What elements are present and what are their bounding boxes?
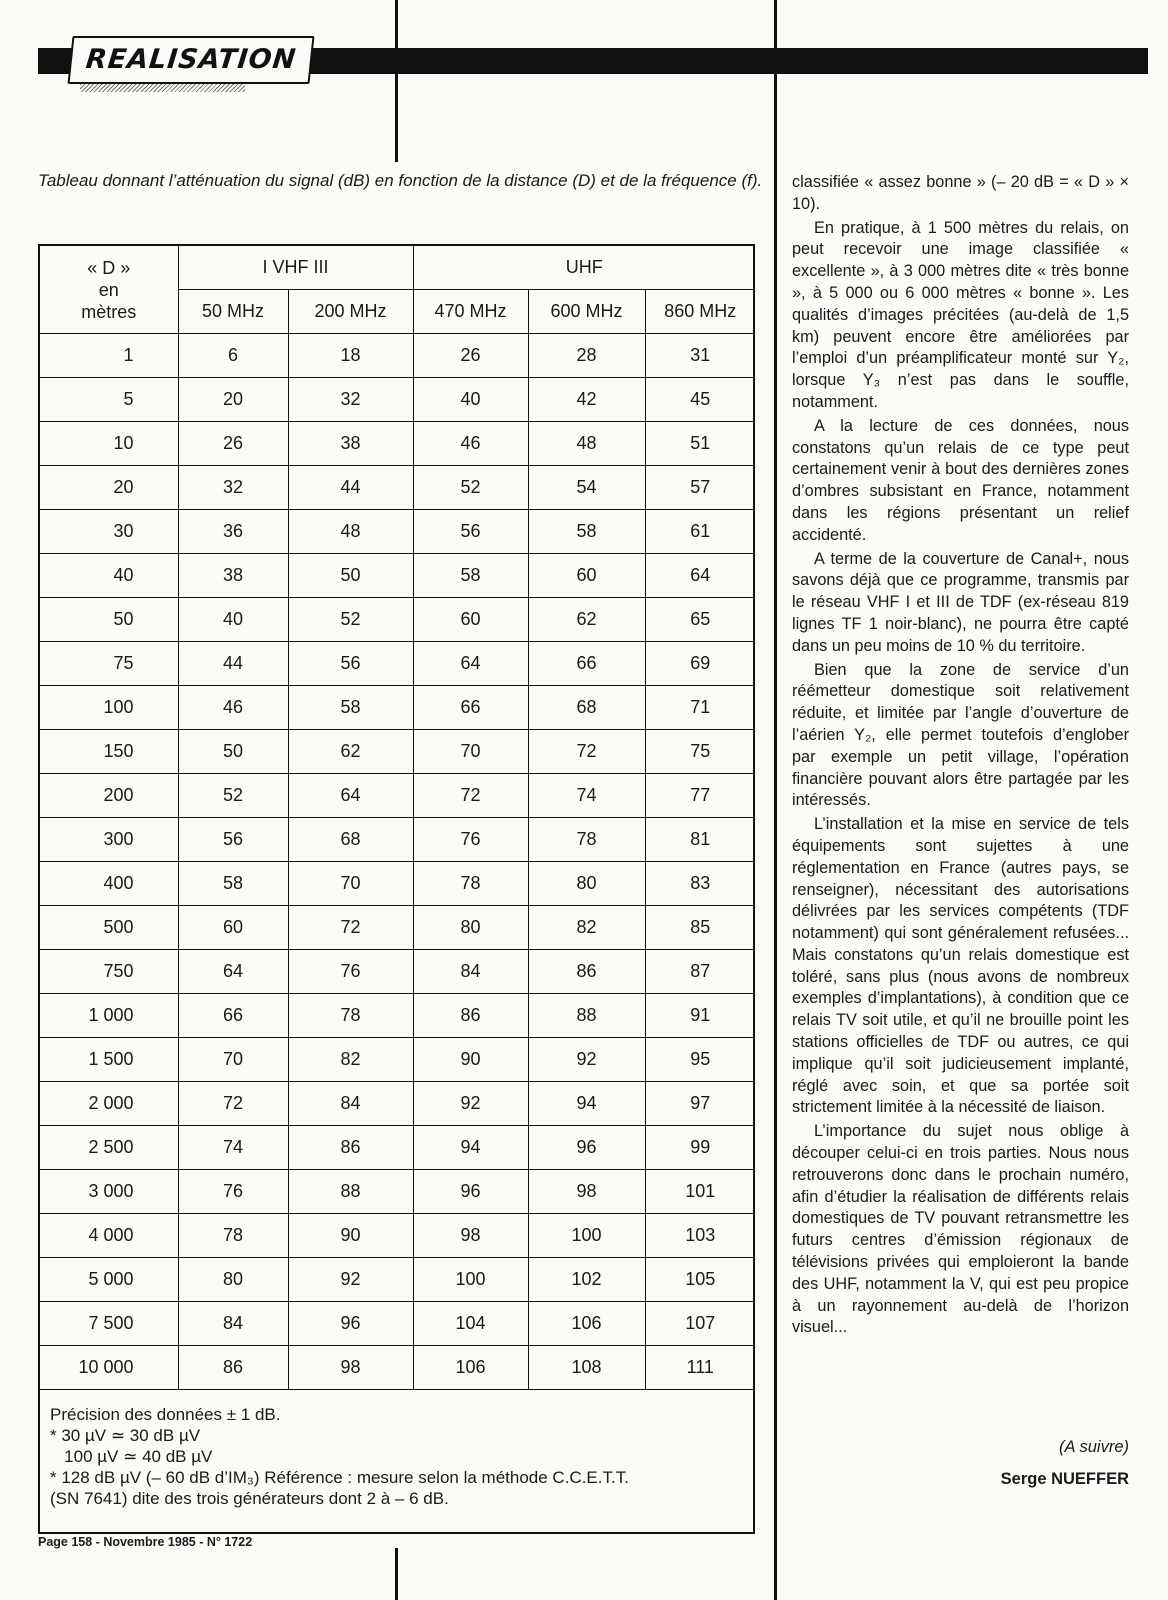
attenuation-cell: 58 <box>178 862 288 906</box>
attenuation-cell: 104 <box>413 1302 528 1346</box>
table-row <box>40 950 755 994</box>
attenuation-cell: 88 <box>528 994 645 1038</box>
attenuation-cell: 87 <box>645 950 755 994</box>
article-column <box>792 172 1129 1339</box>
attenuation-cell: 105 <box>645 1258 755 1302</box>
attenuation-table <box>40 246 755 1390</box>
distance-header-line2: en <box>98 279 119 300</box>
table-row <box>40 730 755 774</box>
attenuation-cell: 50 <box>288 554 413 598</box>
freq-header: 200 MHz <box>288 290 413 334</box>
attenuation-cell: 88 <box>288 1170 413 1214</box>
attenuation-cell: 76 <box>413 818 528 862</box>
attenuation-cell: 58 <box>413 554 528 598</box>
attenuation-cell: 61 <box>645 510 755 554</box>
distance-cell: 750 <box>40 950 178 994</box>
attenuation-cell: 80 <box>528 862 645 906</box>
attenuation-cell: 111 <box>645 1346 755 1390</box>
attenuation-cell: 68 <box>288 818 413 862</box>
attenuation-cell: 58 <box>528 510 645 554</box>
distance-cell: 400 <box>40 862 178 906</box>
attenuation-cell: 92 <box>288 1258 413 1302</box>
attenuation-cell: 32 <box>178 466 288 510</box>
distance-cell: 10 000 <box>40 1346 178 1390</box>
attenuation-cell: 56 <box>178 818 288 862</box>
table-row <box>40 818 755 862</box>
attenuation-cell: 106 <box>413 1346 528 1390</box>
attenuation-cell: 70 <box>413 730 528 774</box>
table-row <box>40 1170 755 1214</box>
distance-header-line3: mètres <box>81 301 137 322</box>
table-row <box>40 1214 755 1258</box>
distance-cell: 50 <box>40 598 178 642</box>
table-notes <box>50 1404 750 1509</box>
attenuation-cell: 74 <box>528 774 645 818</box>
table-row <box>40 1346 755 1390</box>
attenuation-cell: 84 <box>288 1082 413 1126</box>
table-row <box>40 1126 755 1170</box>
table-row <box>40 686 755 730</box>
attenuation-cell: 86 <box>413 994 528 1038</box>
attenuation-cell: 84 <box>413 950 528 994</box>
table-row <box>40 1038 755 1082</box>
distance-cell: 5 <box>40 378 178 422</box>
distance-cell: 300 <box>40 818 178 862</box>
attenuation-cell: 98 <box>413 1214 528 1258</box>
attenuation-cell: 106 <box>528 1302 645 1346</box>
distance-cell: 200 <box>40 774 178 818</box>
attenuation-cell: 28 <box>528 334 645 378</box>
attenuation-cell: 36 <box>178 510 288 554</box>
column-rule-center-bottom <box>395 1548 398 1600</box>
table-row <box>40 994 755 1038</box>
attenuation-cell: 38 <box>288 422 413 466</box>
attenuation-cell: 86 <box>288 1126 413 1170</box>
attenuation-cell: 75 <box>645 730 755 774</box>
attenuation-cell: 18 <box>288 334 413 378</box>
attenuation-cell: 38 <box>178 554 288 598</box>
attenuation-cell: 66 <box>178 994 288 1038</box>
attenuation-cell: 6 <box>178 334 288 378</box>
to-follow: (A suivre) <box>1059 1438 1129 1456</box>
attenuation-cell: 64 <box>413 642 528 686</box>
distance-header <box>40 246 178 334</box>
distance-cell: 10 <box>40 422 178 466</box>
table-body <box>40 334 755 1390</box>
attenuation-cell: 64 <box>288 774 413 818</box>
attenuation-cell: 78 <box>178 1214 288 1258</box>
note-100uv: 100 µV ≃ 40 dB µV <box>50 1447 213 1466</box>
attenuation-cell: 78 <box>288 994 413 1038</box>
attenuation-cell: 91 <box>645 994 755 1038</box>
attenuation-cell: 20 <box>178 378 288 422</box>
article-paragraph: L’installation et la mise en service de tels équipements sont sujettes à une réglementation en France (autres pays, se renseigner), nécessitant des autorisations délivrées par les services compétents (TDF notamment) qui sont généralement refusées... Mais constatons qu’un relais domestique est toléré, sans plus (nous avons de nombreux exemples d’implantations), à condition que ce relais TV soit utile, et qu’il ne brouille point les stations officielles de TDF ou autres, ce qui implique qu’il soit judicieusement implanté, réglé avec soin, et que sa portée soit strictement limitée à la nécessité de liaison. <box>792 815 1129 1117</box>
table-row <box>40 510 755 554</box>
attenuation-cell: 72 <box>178 1082 288 1126</box>
attenuation-cell: 96 <box>413 1170 528 1214</box>
freq-header: 860 MHz <box>645 290 755 334</box>
attenuation-cell: 45 <box>645 378 755 422</box>
attenuation-cell: 48 <box>528 422 645 466</box>
attenuation-cell: 82 <box>288 1038 413 1082</box>
freq-header: 470 MHz <box>413 290 528 334</box>
attenuation-cell: 54 <box>528 466 645 510</box>
attenuation-cell: 66 <box>413 686 528 730</box>
attenuation-cell: 83 <box>645 862 755 906</box>
attenuation-cell: 65 <box>645 598 755 642</box>
distance-cell: 1 000 <box>40 994 178 1038</box>
attenuation-cell: 77 <box>645 774 755 818</box>
attenuation-cell: 70 <box>288 862 413 906</box>
attenuation-cell: 40 <box>178 598 288 642</box>
attenuation-cell: 60 <box>413 598 528 642</box>
table-row <box>40 906 755 950</box>
distance-cell: 100 <box>40 686 178 730</box>
attenuation-cell: 44 <box>178 642 288 686</box>
table-header-row <box>40 246 755 290</box>
attenuation-cell: 62 <box>288 730 413 774</box>
uhf-group-header: UHF <box>413 246 755 290</box>
attenuation-cell: 94 <box>528 1082 645 1126</box>
vhf-group-header: I VHF III <box>178 246 413 290</box>
column-rule-right <box>774 0 777 1600</box>
distance-cell: 30 <box>40 510 178 554</box>
attenuation-cell: 70 <box>178 1038 288 1082</box>
distance-cell: 2 500 <box>40 1126 178 1170</box>
table-row <box>40 554 755 598</box>
attenuation-cell: 98 <box>528 1170 645 1214</box>
attenuation-cell: 72 <box>413 774 528 818</box>
attenuation-cell: 44 <box>288 466 413 510</box>
attenuation-cell: 92 <box>413 1082 528 1126</box>
attenuation-cell: 69 <box>645 642 755 686</box>
freq-header: 600 MHz <box>528 290 645 334</box>
attenuation-cell: 71 <box>645 686 755 730</box>
distance-cell: 40 <box>40 554 178 598</box>
distance-cell: 75 <box>40 642 178 686</box>
table-row <box>40 1258 755 1302</box>
attenuation-cell: 64 <box>178 950 288 994</box>
attenuation-cell: 94 <box>413 1126 528 1170</box>
distance-cell: 3 000 <box>40 1170 178 1214</box>
attenuation-cell: 52 <box>288 598 413 642</box>
attenuation-cell: 92 <box>528 1038 645 1082</box>
attenuation-cell: 32 <box>288 378 413 422</box>
table-row <box>40 598 755 642</box>
attenuation-cell: 90 <box>413 1038 528 1082</box>
attenuation-cell: 97 <box>645 1082 755 1126</box>
attenuation-table-box <box>38 244 755 1534</box>
attenuation-cell: 60 <box>178 906 288 950</box>
attenuation-cell: 76 <box>178 1170 288 1214</box>
table-row <box>40 334 755 378</box>
attenuation-cell: 56 <box>288 642 413 686</box>
attenuation-cell: 80 <box>413 906 528 950</box>
attenuation-cell: 26 <box>178 422 288 466</box>
distance-cell: 5 000 <box>40 1258 178 1302</box>
attenuation-cell: 96 <box>288 1302 413 1346</box>
note-precision: Précision des données ± 1 dB. <box>50 1405 281 1424</box>
freq-header: 50 MHz <box>178 290 288 334</box>
table-row <box>40 774 755 818</box>
article-paragraph: En pratique, à 1 500 mètres du relais, on peut recevoir une image classifiée « excellente », à 3 000 mètres dite « très bonne », à 5 000 ou 6 000 mètres « bonne ». Les qualités d’images précitées (au-delà de 1,5 km) peuvent encore être améliorées par l’emploi d’un préamplificateur monté sur Y₂, lorsque Y₃ n’est pas dans le souffle, notamment. <box>792 218 1129 411</box>
attenuation-cell: 66 <box>528 642 645 686</box>
distance-cell: 1 500 <box>40 1038 178 1082</box>
article-paragraph: Bien que la zone de service d’un réémetteur domestique soit relativement réduite, et limitée par l’angle d’ouverture de l’aérien Y₂, elle permet toutefois d’englober par exemple un petit village, l’opération financière pouvant alors être partagée par les intéressés. <box>792 660 1129 810</box>
attenuation-cell: 52 <box>178 774 288 818</box>
distance-cell: 1 <box>40 334 178 378</box>
attenuation-cell: 82 <box>528 906 645 950</box>
table-row <box>40 378 755 422</box>
attenuation-cell: 48 <box>288 510 413 554</box>
attenuation-cell: 42 <box>528 378 645 422</box>
note-128db: * 128 dB µV (– 60 dB d’IM₃) Référence : mesure selon la méthode C.C.E.T.T. <box>50 1468 629 1487</box>
attenuation-cell: 31 <box>645 334 755 378</box>
attenuation-cell: 68 <box>528 686 645 730</box>
attenuation-cell: 56 <box>413 510 528 554</box>
attenuation-cell: 85 <box>645 906 755 950</box>
attenuation-cell: 98 <box>288 1346 413 1390</box>
attenuation-cell: 78 <box>413 862 528 906</box>
attenuation-cell: 40 <box>413 378 528 422</box>
attenuation-cell: 26 <box>413 334 528 378</box>
article-paragraph: A la lecture de ces données, nous constatons qu’un relais de ce type peut certainement venir à bout des dernières zones d’ombres subsistant en France, notamment dans les régions présentant un relief accidenté. <box>792 416 1129 544</box>
attenuation-cell: 100 <box>528 1214 645 1258</box>
attenuation-cell: 96 <box>528 1126 645 1170</box>
attenuation-cell: 99 <box>645 1126 755 1170</box>
distance-cell: 150 <box>40 730 178 774</box>
attenuation-cell: 107 <box>645 1302 755 1346</box>
attenuation-cell: 62 <box>528 598 645 642</box>
section-label: REALISATION <box>67 36 314 84</box>
attenuation-cell: 84 <box>178 1302 288 1346</box>
attenuation-cell: 58 <box>288 686 413 730</box>
attenuation-cell: 100 <box>413 1258 528 1302</box>
distance-cell: 2 000 <box>40 1082 178 1126</box>
author-name: Serge NUEFFER <box>1000 1470 1129 1488</box>
table-row <box>40 1082 755 1126</box>
distance-cell: 20 <box>40 466 178 510</box>
attenuation-cell: 46 <box>178 686 288 730</box>
article-paragraph: L’importance du sujet nous oblige à découper celui-ci en trois parties. Nous nous retrouverons donc dans le prochain numéro, afin d’étudier la réalisation de différents relais domestiques de TV pouvant retransmettre les futurs centres d’émission régionaux de télévisions privées qui emploieront la bande des UHF, notamment la V, qui est peu propice à un rayonnement au-delà de l’horizon visuel... <box>792 1122 1129 1337</box>
table-row <box>40 862 755 906</box>
attenuation-cell: 95 <box>645 1038 755 1082</box>
attenuation-cell: 78 <box>528 818 645 862</box>
attenuation-cell: 57 <box>645 466 755 510</box>
attenuation-cell: 103 <box>645 1214 755 1258</box>
attenuation-cell: 90 <box>288 1214 413 1258</box>
table-row <box>40 642 755 686</box>
attenuation-cell: 101 <box>645 1170 755 1214</box>
distance-header-line1: « D » <box>87 257 131 278</box>
note-30uv: * 30 µV ≃ 30 dB µV <box>50 1426 201 1445</box>
attenuation-cell: 86 <box>528 950 645 994</box>
distance-cell: 500 <box>40 906 178 950</box>
column-rule-center-top <box>395 0 398 162</box>
table-row <box>40 1302 755 1346</box>
attenuation-cell: 74 <box>178 1126 288 1170</box>
attenuation-cell: 76 <box>288 950 413 994</box>
table-row <box>40 422 755 466</box>
attenuation-cell: 72 <box>528 730 645 774</box>
attenuation-cell: 46 <box>413 422 528 466</box>
attenuation-cell: 51 <box>645 422 755 466</box>
attenuation-cell: 108 <box>528 1346 645 1390</box>
table-row <box>40 466 755 510</box>
attenuation-cell: 50 <box>178 730 288 774</box>
attenuation-cell: 52 <box>413 466 528 510</box>
attenuation-cell: 81 <box>645 818 755 862</box>
note-sn7641: (SN 7641) dite des trois générateurs dont 2 à – 6 dB. <box>50 1489 449 1508</box>
attenuation-cell: 60 <box>528 554 645 598</box>
attenuation-cell: 64 <box>645 554 755 598</box>
article-paragraph: A terme de la couverture de Canal+, nous savons déjà que ce programme, transmis par le réseau VHF I et III de TDF (ex-réseau 819 lignes TF 1 noir-blanc), ne pourra être capté dans un peu moins de 10 % du territoire. <box>792 549 1129 655</box>
attenuation-cell: 72 <box>288 906 413 950</box>
distance-cell: 4 000 <box>40 1214 178 1258</box>
attenuation-cell: 80 <box>178 1258 288 1302</box>
table-caption: Tableau donnant l’atténuation du signal (dB) en fonction de la distance (D) et de la fréquence (f). <box>38 171 763 190</box>
article-paragraph: classifiée « assez bonne » (– 20 dB = « D » × 10). <box>792 173 1129 213</box>
attenuation-cell: 102 <box>528 1258 645 1302</box>
distance-cell: 7 500 <box>40 1302 178 1346</box>
attenuation-cell: 86 <box>178 1346 288 1390</box>
page-footer: Page 158 - Novembre 1985 - N° 1722 <box>38 1535 253 1549</box>
